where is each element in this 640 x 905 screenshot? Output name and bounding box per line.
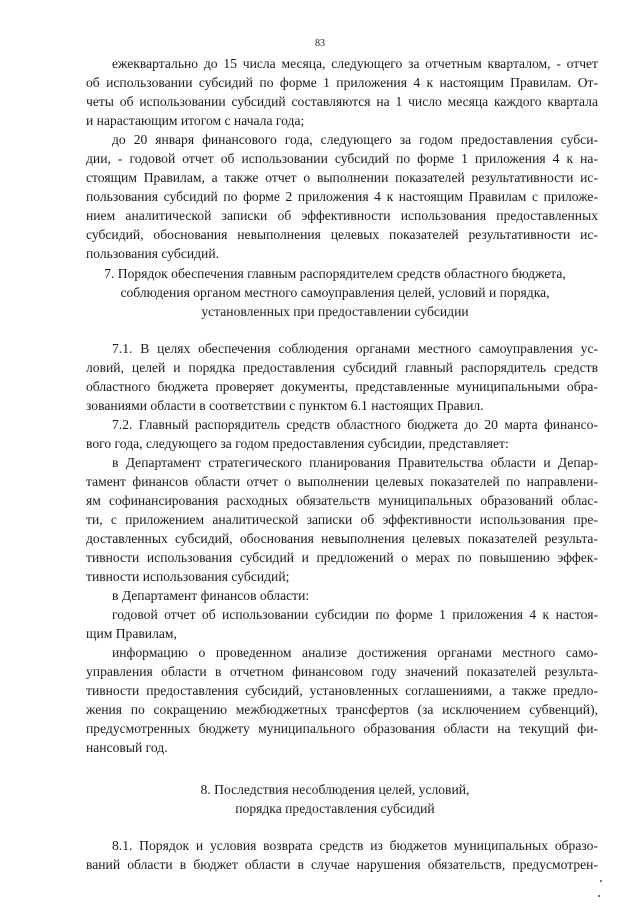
text-line: тивности использования субсидий и предложений о мерах по повышению эффек- (86, 550, 598, 565)
text-line: информацию о проведенном анализе достижения органами местного само- (112, 645, 598, 660)
section-heading: 7. Порядок обеспечения главным распорядителем средств областного бюджета, (104, 266, 566, 281)
scan-speck (598, 895, 600, 897)
text-line: тивности предоставления субсидий, установленных соглашениями, а также предло- (86, 683, 598, 698)
text-line: доставленных субсидий, обоснования невыполнения целевых показателей результа- (86, 531, 598, 546)
text-line: субсидий, обоснования невыполнения целевых показателей результативности ис- (86, 227, 598, 242)
text-line: тивности использования субсидий; (86, 569, 290, 584)
text-line: в Департамент стратегического планирования Правительства области и Депар- (112, 455, 598, 470)
text-line: стоящим Правилам, а также отчет о выполнении показателей результативности ис- (86, 170, 598, 185)
section-heading: установленных при предоставлении субсидии (201, 304, 469, 319)
text-line: об использовании субсидий по форме 1 приложения 4 к настоящим Правилам. От- (86, 75, 598, 90)
scan-speck (600, 880, 602, 882)
text-line: ти, с приложением аналитической записки об эффективности использования пре- (86, 512, 598, 527)
text-line: пользования субсидий. (86, 246, 219, 261)
section-heading: соблюдения органом местного самоуправления целей, условий и порядка, (120, 285, 550, 300)
text-line: и нарастающим итогом с начала года; (86, 113, 305, 128)
text-line: дии, - годовой отчет об использовании субсидий по форме 1 приложения 4 к на- (86, 151, 598, 166)
text-line: нансовый год. (86, 740, 168, 755)
section-heading: 8. Последствия несоблюдения целей, условий, (200, 782, 470, 797)
text-line: областного бюджета проверяет документы, представленные муниципальными обра- (86, 379, 598, 394)
text-line: в Департамент финансов области: (112, 588, 310, 603)
text-line: ваний области в бюджет области в случае нарушения обязательств, предусмотрен- (86, 857, 598, 872)
text-line: тамент финансов области отчет о выполнении целевых показателей по направлени- (86, 474, 598, 489)
text-line: до 20 января финансового года, следующего за годом предоставления субси- (112, 132, 598, 147)
text-line: щим Правилам, (86, 626, 177, 641)
text-line: пользования субсидий по форме 2 приложения 4 к настоящим Правилам с приложе- (86, 189, 598, 204)
page-number: 83 (315, 38, 325, 49)
text-line: 7.2. Главный распорядитель средств областного бюджета до 20 марта финансо- (112, 417, 598, 432)
text-line: вого года, следующего за годом предоставления субсидии, представляет: (86, 436, 509, 451)
section-heading: порядка предоставления субсидий (235, 801, 435, 816)
text-line: ежеквартально до 15 числа месяца, следующего за отчетным кварталом, - отчет (112, 56, 598, 71)
text-line: 8.1. Порядок и условия возврата средств из бюджетов муниципальных образо- (112, 838, 598, 853)
text-line: зованиями области в соответствии с пунктом 6.1 настоящих Правил. (86, 398, 484, 413)
text-line: ловий, целей и порядка предоставления субсидий главный распорядитель средств (86, 360, 598, 375)
text-line: ям софинансирования расходных обязательств муниципальных образований облас- (86, 493, 598, 508)
text-line: жения по сокращению межбюджетных трансфертов (за исключением субвенций), (86, 702, 598, 717)
text-line: нием аналитической записки об эффективности использования предоставленных (86, 208, 598, 223)
text-line: управления области в отчетном финансовом году значений показателей результа- (86, 664, 598, 679)
text-line: 7.1. В целях обеспечения соблюдения органами местного самоуправления ус- (112, 341, 598, 356)
text-line: годовой отчет об использовании субсидии по форме 1 приложения 4 к настоя- (112, 607, 598, 622)
text-line: предусмотренных бюджету муниципального образования области на текущий фи- (86, 721, 598, 736)
text-line: четы об использовании субсидий составляются на 1 число месяца каждого квартала (86, 94, 598, 109)
